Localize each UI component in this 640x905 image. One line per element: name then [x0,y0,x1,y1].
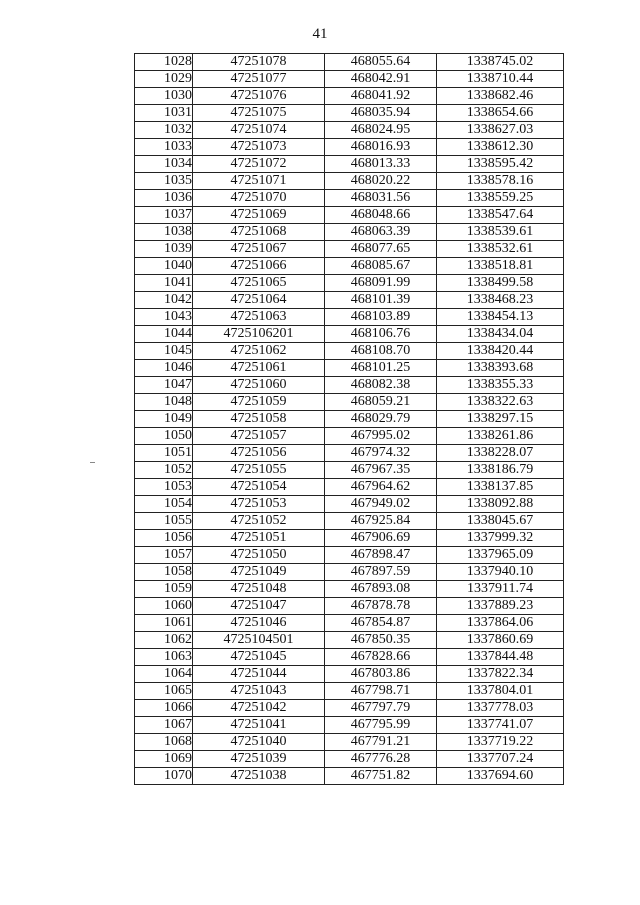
x-coordinate-cell: 467974.32 [325,445,437,462]
y-coordinate-cell: 1338420.44 [437,343,564,360]
coordinates-table-body [135,54,564,785]
point-id-cell: 47251045 [193,649,325,666]
x-coordinate-cell: 468024.95 [325,122,437,139]
x-coordinate-cell: 467828.66 [325,649,437,666]
table-row [135,207,564,224]
y-coordinate-cell: 1337804.01 [437,683,564,700]
table-row [135,700,564,717]
point-id-cell: 47251073 [193,139,325,156]
y-coordinate-cell: 1337844.48 [437,649,564,666]
point-id-cell: 47251049 [193,564,325,581]
y-coordinate-cell: 1338186.79 [437,462,564,479]
row-number-cell: 1049 [135,411,193,428]
x-coordinate-cell: 467995.02 [325,428,437,445]
table-row [135,768,564,785]
x-coordinate-cell: 467795.99 [325,717,437,734]
table-row [135,377,564,394]
row-number-cell: 1061 [135,615,193,632]
row-number-cell: 1070 [135,768,193,785]
x-coordinate-cell: 468101.25 [325,360,437,377]
table-row [135,479,564,496]
row-number-cell: 1051 [135,445,193,462]
y-coordinate-cell: 1337965.09 [437,547,564,564]
table-row [135,275,564,292]
table-row [135,632,564,649]
row-number-cell: 1066 [135,700,193,717]
row-number-cell: 1032 [135,122,193,139]
point-id-cell: 47251040 [193,734,325,751]
row-number-cell: 1040 [135,258,193,275]
table-row [135,54,564,71]
y-coordinate-cell: 1338710.44 [437,71,564,88]
row-number-cell: 1041 [135,275,193,292]
point-id-cell: 4725106201 [193,326,325,343]
table-row [135,734,564,751]
x-coordinate-cell: 468016.93 [325,139,437,156]
row-number-cell: 1060 [135,598,193,615]
point-id-cell: 47251048 [193,581,325,598]
point-id-cell: 4725104501 [193,632,325,649]
point-id-cell: 47251067 [193,241,325,258]
row-number-cell: 1065 [135,683,193,700]
x-coordinate-cell: 467751.82 [325,768,437,785]
row-number-cell: 1067 [135,717,193,734]
point-id-cell: 47251065 [193,275,325,292]
y-coordinate-cell: 1337889.23 [437,598,564,615]
point-id-cell: 47251071 [193,173,325,190]
row-number-cell: 1053 [135,479,193,496]
y-coordinate-cell: 1338355.33 [437,377,564,394]
y-coordinate-cell: 1337940.10 [437,564,564,581]
point-id-cell: 47251070 [193,190,325,207]
x-coordinate-cell: 468106.76 [325,326,437,343]
row-number-cell: 1047 [135,377,193,394]
y-coordinate-cell: 1338627.03 [437,122,564,139]
point-id-cell: 47251055 [193,462,325,479]
x-coordinate-cell: 467897.59 [325,564,437,581]
row-number-cell: 1063 [135,649,193,666]
x-coordinate-cell: 467949.02 [325,496,437,513]
table-row [135,411,564,428]
point-id-cell: 47251064 [193,292,325,309]
point-id-cell: 47251074 [193,122,325,139]
row-number-cell: 1028 [135,54,193,71]
x-coordinate-cell: 468035.94 [325,105,437,122]
x-coordinate-cell: 468013.33 [325,156,437,173]
row-number-cell: 1042 [135,292,193,309]
table-row [135,241,564,258]
coordinates-table [134,53,564,785]
y-coordinate-cell: 1338682.46 [437,88,564,105]
point-id-cell: 47251076 [193,88,325,105]
point-id-cell: 47251041 [193,717,325,734]
y-coordinate-cell: 1337860.69 [437,632,564,649]
row-number-cell: 1052 [135,462,193,479]
y-coordinate-cell: 1337741.07 [437,717,564,734]
point-id-cell: 47251043 [193,683,325,700]
table-row [135,462,564,479]
table-row [135,258,564,275]
table-row [135,581,564,598]
table-row [135,513,564,530]
table-row [135,428,564,445]
x-coordinate-cell: 467893.08 [325,581,437,598]
point-id-cell: 47251038 [193,768,325,785]
y-coordinate-cell: 1338454.13 [437,309,564,326]
row-number-cell: 1039 [135,241,193,258]
table-row [135,224,564,241]
x-coordinate-cell: 468082.38 [325,377,437,394]
y-coordinate-cell: 1338532.61 [437,241,564,258]
table-row [135,122,564,139]
point-id-cell: 47251039 [193,751,325,768]
point-id-cell: 47251068 [193,224,325,241]
y-coordinate-cell: 1338595.42 [437,156,564,173]
row-number-cell: 1057 [135,547,193,564]
x-coordinate-cell: 468020.22 [325,173,437,190]
row-number-cell: 1058 [135,564,193,581]
table-row [135,343,564,360]
point-id-cell: 47251051 [193,530,325,547]
table-row [135,394,564,411]
row-number-cell: 1037 [135,207,193,224]
y-coordinate-cell: 1337694.60 [437,768,564,785]
x-coordinate-cell: 468041.92 [325,88,437,105]
point-id-cell: 47251066 [193,258,325,275]
y-coordinate-cell: 1337707.24 [437,751,564,768]
row-number-cell: 1056 [135,530,193,547]
x-coordinate-cell: 468042.91 [325,71,437,88]
row-number-cell: 1044 [135,326,193,343]
table-row [135,496,564,513]
x-coordinate-cell: 468101.39 [325,292,437,309]
y-coordinate-cell: 1338578.16 [437,173,564,190]
point-id-cell: 47251059 [193,394,325,411]
x-coordinate-cell: 467906.69 [325,530,437,547]
x-coordinate-cell: 468077.65 [325,241,437,258]
y-coordinate-cell: 1338499.58 [437,275,564,292]
y-coordinate-cell: 1338468.23 [437,292,564,309]
row-number-cell: 1043 [135,309,193,326]
x-coordinate-cell: 468055.64 [325,54,437,71]
table-row [135,445,564,462]
row-number-cell: 1050 [135,428,193,445]
table-row [135,564,564,581]
table-row [135,156,564,173]
table-row [135,173,564,190]
x-coordinate-cell: 468048.66 [325,207,437,224]
point-id-cell: 47251054 [193,479,325,496]
y-coordinate-cell: 1338322.63 [437,394,564,411]
table-row [135,309,564,326]
y-coordinate-cell: 1338654.66 [437,105,564,122]
row-number-cell: 1069 [135,751,193,768]
table-row [135,598,564,615]
row-number-cell: 1046 [135,360,193,377]
point-id-cell: 47251077 [193,71,325,88]
y-coordinate-cell: 1338539.61 [437,224,564,241]
y-coordinate-cell: 1338393.68 [437,360,564,377]
point-id-cell: 47251056 [193,445,325,462]
y-coordinate-cell: 1337911.74 [437,581,564,598]
y-coordinate-cell: 1338612.30 [437,139,564,156]
y-coordinate-cell: 1338045.67 [437,513,564,530]
page-number: 41 [312,26,328,42]
row-number-cell: 1030 [135,88,193,105]
point-id-cell: 47251047 [193,598,325,615]
x-coordinate-cell: 468059.21 [325,394,437,411]
table-row [135,547,564,564]
y-coordinate-cell: 1338228.07 [437,445,564,462]
x-coordinate-cell: 467791.21 [325,734,437,751]
x-coordinate-cell: 467925.84 [325,513,437,530]
row-number-cell: 1035 [135,173,193,190]
y-coordinate-cell: 1337778.03 [437,700,564,717]
row-number-cell: 1054 [135,496,193,513]
table-row [135,530,564,547]
table-row [135,666,564,683]
row-number-cell: 1055 [135,513,193,530]
point-id-cell: 47251050 [193,547,325,564]
row-number-cell: 1033 [135,139,193,156]
row-number-cell: 1064 [135,666,193,683]
x-coordinate-cell: 467797.79 [325,700,437,717]
row-number-cell: 1036 [135,190,193,207]
point-id-cell: 47251044 [193,666,325,683]
x-coordinate-cell: 467854.87 [325,615,437,632]
table-row [135,751,564,768]
y-coordinate-cell: 1337999.32 [437,530,564,547]
table-row [135,88,564,105]
point-id-cell: 47251046 [193,615,325,632]
row-number-cell: 1038 [135,224,193,241]
table-row [135,326,564,343]
x-coordinate-cell: 468031.56 [325,190,437,207]
y-coordinate-cell: 1338559.25 [437,190,564,207]
x-coordinate-cell: 468103.89 [325,309,437,326]
point-id-cell: 47251075 [193,105,325,122]
x-coordinate-cell: 468108.70 [325,343,437,360]
table-row [135,139,564,156]
table-row [135,717,564,734]
point-id-cell: 47251060 [193,377,325,394]
x-coordinate-cell: 467964.62 [325,479,437,496]
table-row [135,105,564,122]
x-coordinate-cell: 468091.99 [325,275,437,292]
row-number-cell: 1031 [135,105,193,122]
y-coordinate-cell: 1338547.64 [437,207,564,224]
point-id-cell: 47251058 [193,411,325,428]
point-id-cell: 47251053 [193,496,325,513]
y-coordinate-cell: 1338518.81 [437,258,564,275]
margin-mark [90,462,95,463]
x-coordinate-cell: 467798.71 [325,683,437,700]
table-row [135,71,564,88]
row-number-cell: 1059 [135,581,193,598]
y-coordinate-cell: 1338092.88 [437,496,564,513]
point-id-cell: 47251078 [193,54,325,71]
table-row [135,292,564,309]
row-number-cell: 1068 [135,734,193,751]
table-row [135,649,564,666]
x-coordinate-cell: 467803.86 [325,666,437,683]
x-coordinate-cell: 467967.35 [325,462,437,479]
x-coordinate-cell: 468029.79 [325,411,437,428]
point-id-cell: 47251061 [193,360,325,377]
point-id-cell: 47251042 [193,700,325,717]
row-number-cell: 1029 [135,71,193,88]
x-coordinate-cell: 467850.35 [325,632,437,649]
y-coordinate-cell: 1338261.86 [437,428,564,445]
x-coordinate-cell: 468063.39 [325,224,437,241]
point-id-cell: 47251072 [193,156,325,173]
point-id-cell: 47251063 [193,309,325,326]
x-coordinate-cell: 467878.78 [325,598,437,615]
table-row [135,683,564,700]
y-coordinate-cell: 1338137.85 [437,479,564,496]
table-row [135,360,564,377]
row-number-cell: 1045 [135,343,193,360]
row-number-cell: 1048 [135,394,193,411]
x-coordinate-cell: 468085.67 [325,258,437,275]
table-row [135,190,564,207]
y-coordinate-cell: 1337719.22 [437,734,564,751]
y-coordinate-cell: 1338297.15 [437,411,564,428]
row-number-cell: 1062 [135,632,193,649]
y-coordinate-cell: 1338745.02 [437,54,564,71]
point-id-cell: 47251069 [193,207,325,224]
row-number-cell: 1034 [135,156,193,173]
y-coordinate-cell: 1337864.06 [437,615,564,632]
x-coordinate-cell: 467898.47 [325,547,437,564]
table-row [135,615,564,632]
y-coordinate-cell: 1337822.34 [437,666,564,683]
x-coordinate-cell: 467776.28 [325,751,437,768]
point-id-cell: 47251062 [193,343,325,360]
y-coordinate-cell: 1338434.04 [437,326,564,343]
point-id-cell: 47251057 [193,428,325,445]
point-id-cell: 47251052 [193,513,325,530]
